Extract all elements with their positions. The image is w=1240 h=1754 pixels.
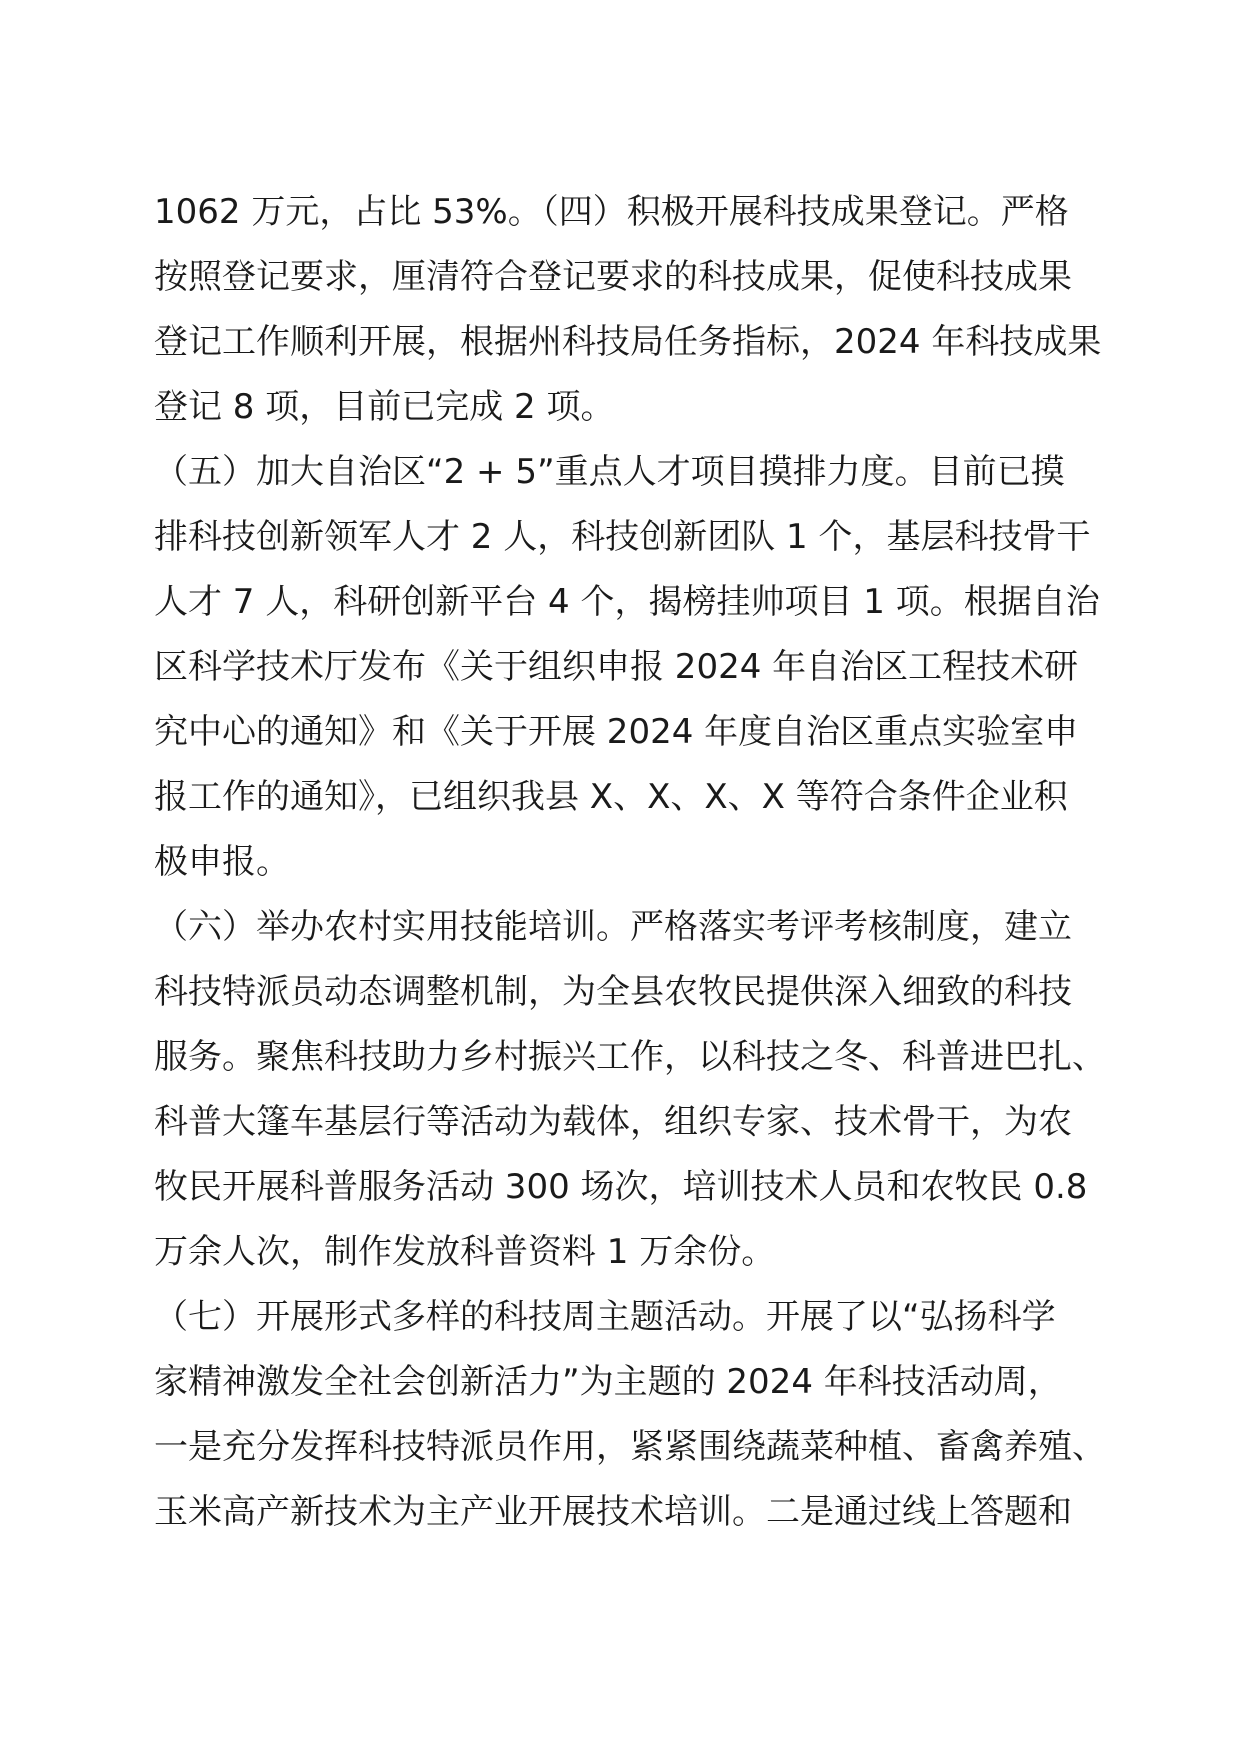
text-line: 科普大篷车基层行等活动为载体，组织专家、技术骨干，为农 [154,1102,1072,1142]
text-line: （七）开展形式多样的科技周主题活动。开展了以“弘扬科学 [154,1297,1056,1337]
text-line: 服务。聚焦科技助力乡村振兴工作，以科技之冬、科普进巴扎、 [154,1037,1106,1077]
text-line: 究中心的通知》和《关于开展 2024 年度自治区重点实验室申 [154,712,1079,752]
text-line: （五）加大自治区“2 + 5”重点人才项目摸排力度。目前已摸 [154,452,1065,492]
text-line: （六）举办农村实用技能培训。严格落实考评考核制度，建立 [154,907,1072,947]
text-line: 一是充分发挥科技特派员作用，紧紧围绕蔬菜种植、畜禽养殖、 [154,1427,1106,1467]
text-line: 登记 8 项，目前已完成 2 项。 [154,387,615,427]
text-line: 报工作的通知》，已组织我县 X、X、X、X 等符合条件企业积 [154,777,1068,817]
body-text [154,180,1106,1545]
text-line: 家精神激发全社会创新活力”为主题的 2024 年科技活动周， [154,1362,1062,1402]
text-line: 1062 万元，占比 53%。（四）积极开展科技成果登记。严格 [154,192,1069,232]
text-line: 万余人次，制作发放科普资料 1 万余份。 [154,1232,776,1272]
text-line: 人才 7 人，科研创新平台 4 个，揭榜挂帅项目 1 项。根据自治 [154,582,1100,622]
text-line: 极申报。 [154,842,290,882]
text-line: 牧民开展科普服务活动 300 场次，培训技术人员和农牧民 0.8 [154,1167,1088,1207]
text-line: 科技特派员动态调整机制，为全县农牧民提供深入细致的科技 [154,972,1072,1012]
text-line: 区科学技术厅发布《关于组织申报 2024 年自治区工程技术研 [154,647,1079,687]
text-line: 登记工作顺利开展，根据州科技局任务指标，2024 年科技成果 [154,322,1102,362]
text-line: 玉米高产新技术为主产业开展技术培训。二是通过线上答题和 [154,1492,1072,1532]
text-line: 排科技创新领军人才 2 人，科技创新团队 1 个，基层科技骨干 [154,517,1091,557]
text-line: 按照登记要求，厘清符合登记要求的科技成果，促使科技成果 [154,257,1072,297]
